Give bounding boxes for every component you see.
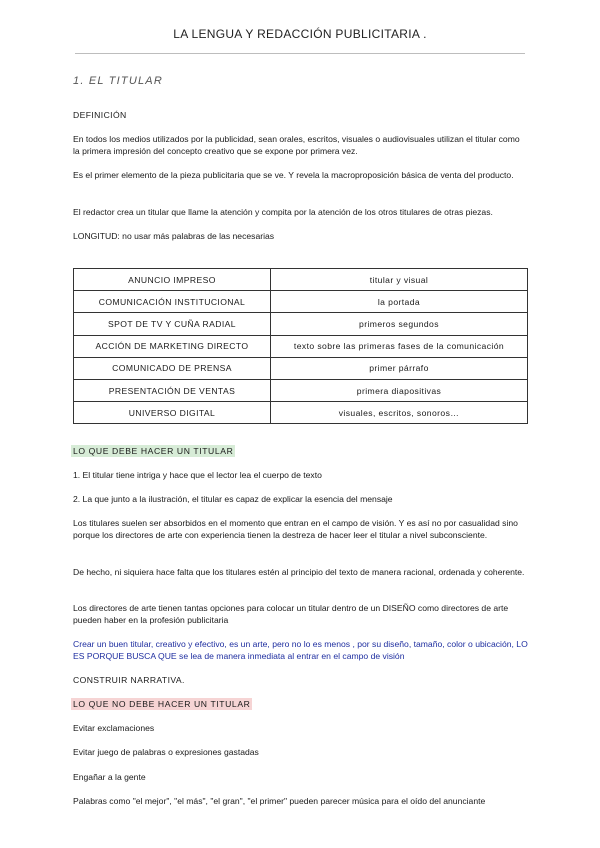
definition-heading: DEFINICIÓN (73, 110, 127, 120)
table-cell-value: la portada (271, 291, 528, 313)
page-header-title: LA LENGUA Y REDACCIÓN PUBLICITARIA . (173, 27, 427, 41)
longitud-note: LONGITUD: no usar más palabras de las necesarias (73, 231, 275, 241)
definition-paragraph-3: El redactor crea un titular que llame la atención y compita por la atención de los otros titulares de otras piezas. (73, 207, 493, 217)
dont-item: Engañar a la gente (73, 772, 146, 782)
do-section-heading: LO QUE DEBE HACER UN TITULAR (73, 446, 234, 456)
table-cell-value: primera diapositivas (271, 379, 528, 401)
do-item-1: 1. El titular tiene intriga y hace que el lector lea el cuerpo de texto (73, 470, 322, 480)
table-cell-value: texto sobre las primeras fases de la comunicación (271, 335, 528, 357)
table-row (74, 269, 528, 291)
table-row (74, 402, 528, 424)
table-cell-medium: ACCIÓN DE MARKETING DIRECTO (74, 335, 271, 357)
table-row (74, 335, 528, 357)
section-title: 1. EL TITULAR (73, 75, 163, 87)
definition-paragraph-2: Es el primer elemento de la pieza publicitaria que se ve. Y revela la macroproposición básica de venta del producto. (73, 170, 514, 180)
do-paragraph-1: Los titulares suelen ser absorbidos en el momento que entran en el campo de visión. Y es así no por casualidad sino porque los directores de arte con experiencia tienen la destreza de hacer leer el titular a nivel subconsciente. (73, 518, 518, 540)
do-section-heading-line (73, 445, 528, 457)
table-row (74, 357, 528, 379)
dont-section-heading: LO QUE NO DEBE HACER UN TITULAR (73, 699, 251, 709)
construir-narrativa: CONSTRUIR NARRATIVA. (73, 675, 185, 685)
dont-item: Evitar exclamaciones (73, 723, 155, 733)
dont-section-heading-line (73, 698, 528, 710)
table-cell-medium: SPOT DE TV Y CUÑA RADIAL (74, 313, 271, 335)
table-cell-medium: COMUNICACIÓN INSTITUCIONAL (74, 291, 271, 313)
table-cell-value: titular y visual (271, 269, 528, 291)
do-paragraph-2: De hecho, ni siquiera hace falta que los titulares estén al principio del texto de manera racional, ordenada y coherente. (73, 567, 525, 577)
definition-paragraph-1: En todos los medios utilizados por la publicidad, sean orales, escritos, visuales o audiovisuales utilizan el titular como la primera impresión del concepto creativo que se expone por primera vez. (73, 134, 520, 156)
table-cell-medium: ANUNCIO IMPRESO (74, 269, 271, 291)
table-cell-medium: PRESENTACIÓN DE VENTAS (74, 379, 271, 401)
table-cell-medium: UNIVERSO DIGITAL (74, 402, 271, 424)
media-table (73, 268, 528, 424)
do-paragraph-blue: Crear un buen titular, creativo y efectivo, es un arte, pero no lo es menos , por su diseño, tamaño, color o ubicación, LO ES PORQUE BUSCA QUE se lea de manera inmediata al entrar en el campo de visión (73, 639, 528, 661)
table-row (74, 379, 528, 401)
do-paragraph-3: Los directores de arte tienen tantas opciones para colocar un titular dentro de un DISEÑO como directores de arte pueden haber en la profesión publicitaria (73, 603, 509, 625)
table-row (74, 313, 528, 335)
dont-item: Palabras como "el mejor", "el más", "el gran", "el primer" pueden parecer música para el oído del anunciante (73, 796, 486, 806)
table-cell-value: primeros segundos (271, 313, 528, 335)
do-item-2: 2. La que junto a la ilustración, el titular es capaz de explicar la esencia del mensaje (73, 494, 393, 504)
table-cell-value: primer párrafo (271, 357, 528, 379)
table-row (74, 291, 528, 313)
table-cell-medium: COMUNICADO DE PRENSA (74, 357, 271, 379)
header-divider (75, 53, 525, 54)
table-cell-value: visuales, escritos, sonoros… (271, 402, 528, 424)
dont-item: Evitar juego de palabras o expresiones gastadas (73, 747, 259, 757)
